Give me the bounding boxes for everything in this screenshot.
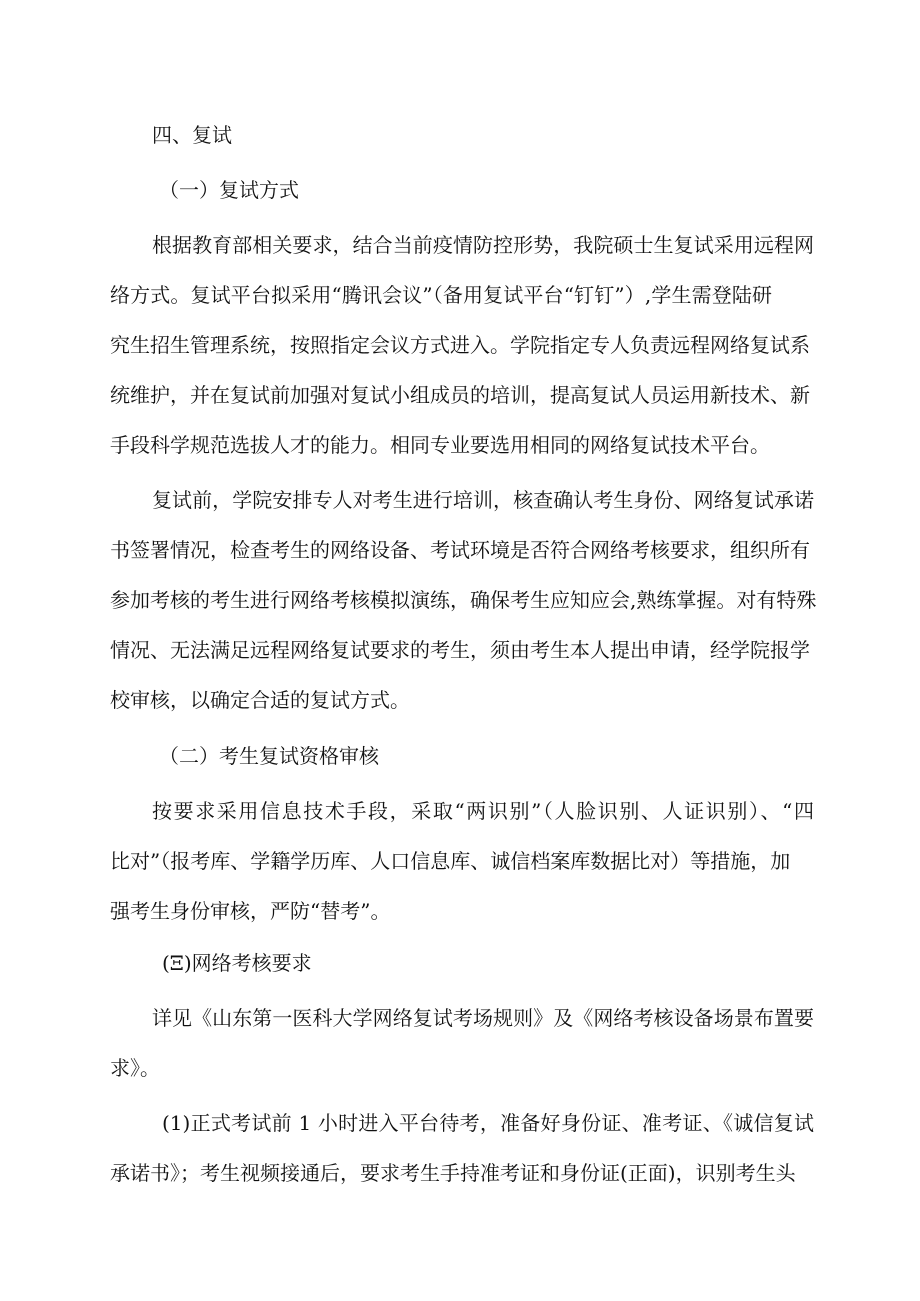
paragraph-line: 手段科学规范选拔人才的能力。相同专业要选用相同的网络复试技术平台。 [110,433,770,457]
section-heading: 四、复试 [152,123,232,147]
subsection-heading-requirements: (Ξ)网络考核要求 [162,951,312,975]
paragraph-line: 统维护，并在复试前加强对复试小组成员的培训，提高复试人员运用新技术、新 [110,383,810,407]
paragraph-line: (1)正式考试前 1 小时进入平台待考，准备好身份证、准考证、《诚信复试 [162,1111,814,1135]
paragraph-line: 强考生身份审核，严防“替考”。 [110,899,391,923]
paragraph-line: 复试前，学院安排专人对考生进行培训，核查确认考生身份、网络复试承诺 [152,488,814,512]
paragraph-line: 参加考核的考生进行网络考核模拟演练，确保考生应知应会,熟练掌握。对有特殊 [110,588,817,612]
paragraph-line: 校审核，以确定合适的复试方式。 [110,688,410,712]
paragraph-line: 详见《山东第一医科大学网络复试考场规则》及《网络考核设备场景布置要 [152,1006,814,1030]
paragraph-line: 求》。 [110,1056,160,1080]
paragraph-line: 按要求采用信息技术手段，采取“两识别”（人脸识别、人证识别）、“四 [152,799,814,823]
subsection-heading-qualification: （二）考生复试资格审核 [159,744,379,768]
paragraph-line: 络方式。复试平台拟采用“腾讯会议”（备用复试平台“钉钉”）,学生需登陆研 [110,283,772,307]
paragraph-line: 根据教育部相关要求，结合当前疫情防控形势，我院硕士生复试采用远程网 [152,233,814,257]
paragraph-line: 比对”（报考库、学籍学历库、人口信息库、诚信档案库数据比对）等措施，加 [110,849,791,873]
paragraph-line: 承诺书》；考生视频接通后，要求考生手持准考证和身份证(正面)，识别考生头 [110,1161,796,1185]
paragraph-line: 书签署情况，检查考生的网络设备、考试环境是否符合网络考核要求，组织所有 [110,538,810,562]
subsection-heading-method: （一）复试方式 [159,178,299,202]
paragraph-line: 情况、无法满足远程网络复试要求的考生，须由考生本人提出申请，经学院报学 [110,638,810,662]
paragraph-line: 究生招生管理系统，按照指定会议方式进入。学院指定专人负责远程网络复试系 [110,333,810,357]
